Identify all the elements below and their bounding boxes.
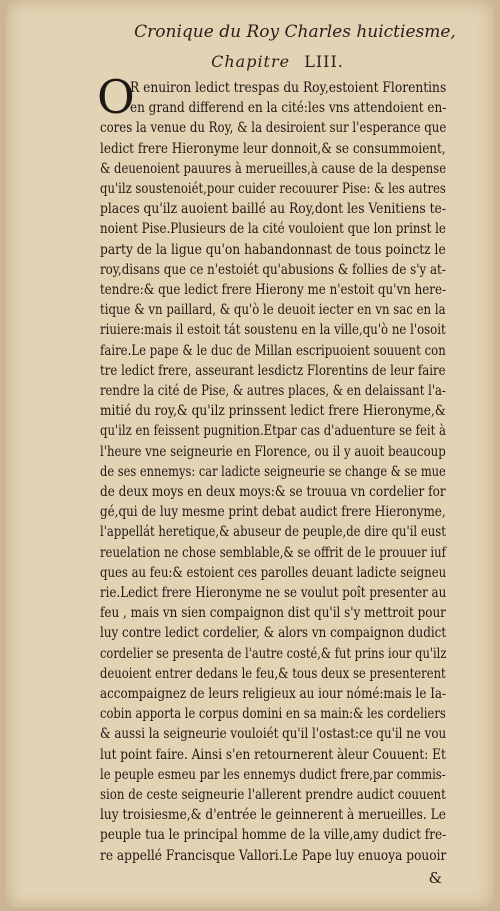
catchword: & — [428, 869, 442, 887]
text-line: ledict frere Hieronyme leur donnoit,& se consummoient, — [100, 140, 446, 157]
chapter-heading — [0, 52, 500, 71]
text-line: sion de ceste seigneurie l'allerent prendre audict couuent — [100, 787, 446, 803]
text-line: party de la ligue qu'on habandonnast de tous poinctz le — [100, 241, 446, 258]
text-line: tre ledict frere, asseurant lesdictz Florentins de leur faire — [100, 362, 446, 379]
text-line: qu'ilz en feissent pugnition.Etpar cas d'aduenture se feit à — [100, 423, 446, 440]
text-line: accompaignez de leurs religieux au iour nómé:mais le Ia- — [100, 686, 447, 702]
running-header: Cronique du Roy Charles huictiesme, — [134, 22, 456, 42]
text-line: ques au feu:& estoient ces parolles deuant ladicte seigneu — [100, 564, 447, 581]
text-line: de ses ennemys: car ladicte seigneurie se change & se mue — [100, 463, 446, 480]
text-line: roy,disans que ce n'estoiét qu'abusions & follies de s'y at- — [100, 261, 446, 278]
text-line: peuple tua le principal homme de la ville,amy dudict fre- — [100, 827, 447, 844]
text-line: feu , mais vn sien compaignon dist qu'il s'y mettroit pour — [100, 605, 446, 622]
text-line: re appellé Francisque Vallori.Le Pape luy enuoya pouoir — [100, 847, 447, 864]
text-line: noient Pise.Plusieurs de la cité vouloient que lon prinst le — [100, 221, 446, 238]
text-line: rie.Ledict frere Hieronyme ne se voulut poît presenter au — [100, 585, 447, 601]
text-line: de deux moys en deux moys:& se trouua vn cordelier for — [100, 484, 446, 500]
text-line: l'appellát heretique,& abuseur de peuple,de dire qu'il eust — [100, 524, 446, 541]
text-line: R enuiron ledict trespas du Roy,estoient Florentins — [130, 80, 447, 96]
text-line: reuelation ne chose semblable,& se offrit de le prouuer iuf — [100, 544, 446, 561]
chapter-number: LIII. — [304, 52, 344, 71]
drop-cap: O — [97, 70, 135, 124]
chapter-label: Chapitre — [211, 52, 291, 71]
text-line: cordelier se presenta de l'autre costé,& fut prins iour qu'ilz — [100, 645, 447, 662]
text-line: cores la venue du Roy, & la desiroient sur l'esperance que — [100, 120, 447, 137]
text-line: & aussi la seigneurie vouloiét qu'il l'ostast:ce qu'il ne vou — [100, 726, 447, 743]
text-line: gé,qui de luy mesme print debat audict frere Hieronyme, — [100, 504, 446, 521]
text-line: lut point faire. Ainsi s'en retournerent àleur Couuent: Et — [100, 746, 446, 763]
text-line: en grand differend en la cité:les vns attendoient en- — [130, 100, 447, 117]
text-line: luy contre ledict cordelier, & alors vn compaignon dudict — [100, 625, 447, 642]
text-line: l'heure vne seigneurie en Florence, ou il y auoit beaucoup — [100, 443, 446, 460]
text-line: riuiere:mais il estoit tát soustenu en la ville,qu'ò ne l'osoit — [100, 322, 446, 339]
text-line: luy troisiesme,& d'entrée le geinnerent à merueilles. Le — [100, 807, 446, 824]
text-line: deuoient entrer dedans le feu,& tous deux se presenterent — [100, 665, 446, 682]
text-line: le peuple esmeu par les ennemys dudict frere,par commis- — [100, 766, 446, 783]
text-line: mitié du roy,& qu'ilz prinssent ledict frere Hieronyme,& — [100, 403, 446, 420]
text-line: places qu'ilz auoient baillé au Roy,dont les Venitiens te- — [100, 201, 446, 218]
text-line: rendre la cité de Pise, & autres places, & en delaissant l'a- — [100, 383, 446, 399]
text-line: qu'ilz soustenoiét,pour cuider recouurer Pise: & les autres — [100, 181, 446, 197]
text-line: tendre:& que ledict frere Hierony me n'estoit qu'vn here- — [100, 282, 447, 298]
text-line: faire.Le pape & le duc de Millan escripuoient souuent con — [100, 342, 446, 359]
text-line: & deuenoient pauures à merueilles,à cause de la despense — [100, 160, 447, 177]
text-line: cobin apporta le corpus domini en sa main:& les cordeliers — [100, 706, 446, 723]
text-line: tique & vn paillard, & qu'ò le deuoit iecter en vn sac en la — [100, 302, 446, 319]
